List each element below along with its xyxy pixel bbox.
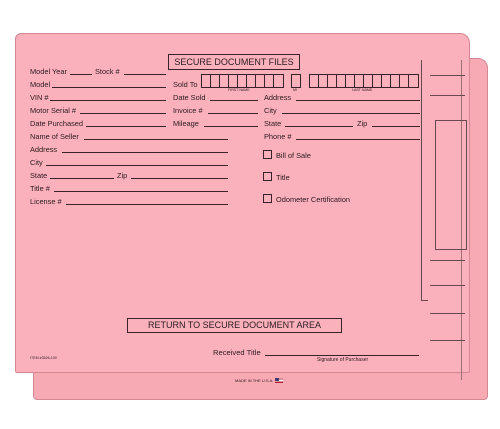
model-year-label: Model Year [30,67,67,76]
title-checkbox[interactable] [263,172,272,181]
tab-tick [421,300,428,301]
mileage-label: Mileage [173,119,199,128]
seller-name-label: Name of Seller [30,132,79,141]
tab-rule [430,95,465,96]
stock-label: Stock # [95,67,120,76]
tab-rule [430,313,465,314]
form-code: ITEM #3526-100 [30,356,57,360]
vin-field[interactable] [50,100,166,101]
odometer-checkbox[interactable] [263,194,272,203]
seller-address-label: Address [30,145,58,154]
license-label: License # [30,197,62,206]
license-field[interactable] [66,204,228,205]
invoice-field[interactable] [208,113,258,114]
last-name-caption: LAST NAME [352,88,373,92]
title-checkbox-label: Title [276,173,290,182]
motor-serial-field[interactable] [80,113,166,114]
mileage-field[interactable] [204,126,258,127]
seller-state-field[interactable] [50,178,114,179]
buyer-city-label: City [264,106,277,115]
vin-label: VIN # [30,93,49,102]
signature-caption: Signature of Purchaser [317,357,369,363]
form-title: SECURE DOCUMENT FILES [168,54,300,70]
date-sold-label: Date Sold [173,93,206,102]
seller-zip-field[interactable] [131,178,228,179]
label-window [435,120,467,250]
seller-title-label: Title # [30,184,50,193]
phone-label: Phone # [264,132,292,141]
bill-of-sale-label: Bill of Sale [276,151,311,160]
buyer-state-label: State [264,119,282,128]
stock-field[interactable] [124,74,166,75]
received-title-label: Received Title [213,348,261,357]
invoice-label: Invoice # [173,106,203,115]
us-flag-icon [275,378,283,383]
model-field[interactable] [52,87,166,88]
first-name-caption: FIRST NAME [228,88,250,92]
tab-rule [430,285,465,286]
date-purchased-field[interactable] [86,126,166,127]
tab-rule [430,340,465,341]
phone-field[interactable] [296,139,420,140]
seller-zip-label: Zip [117,171,128,180]
buyer-state-field[interactable] [285,126,353,127]
buyer-address-label: Address [264,93,292,102]
bill-of-sale-checkbox[interactable] [263,150,272,159]
mi-caption: MI [293,88,297,92]
return-box: RETURN TO SECURE DOCUMENT AREA [127,318,342,333]
seller-city-field[interactable] [46,165,228,166]
model-year-field[interactable] [70,74,92,75]
seller-address-field[interactable] [62,152,228,153]
date-sold-field[interactable] [210,100,258,101]
tab-rule [430,75,465,76]
sold-to-label: Sold To [173,80,198,89]
seller-name-field[interactable] [84,139,228,140]
odometer-label: Odometer Certification [276,195,350,204]
seller-title-field[interactable] [54,191,228,192]
file-tab-edge [421,60,422,300]
buyer-city-field[interactable] [282,113,420,114]
made-in-label: MADE IN THE U.S.A. [235,378,274,383]
mi-box[interactable] [291,74,301,88]
seller-city-label: City [30,158,43,167]
motor-serial-label: Motor Serial # [30,106,77,115]
model-label: Model [30,80,51,89]
signature-field[interactable] [265,355,419,356]
date-purchased-label: Date Purchased [30,119,83,128]
tab-rule [430,260,465,261]
buyer-zip-field[interactable] [372,126,420,127]
seller-state-label: State [30,171,48,180]
buyer-address-field[interactable] [296,100,420,101]
buyer-zip-label: Zip [357,119,368,128]
